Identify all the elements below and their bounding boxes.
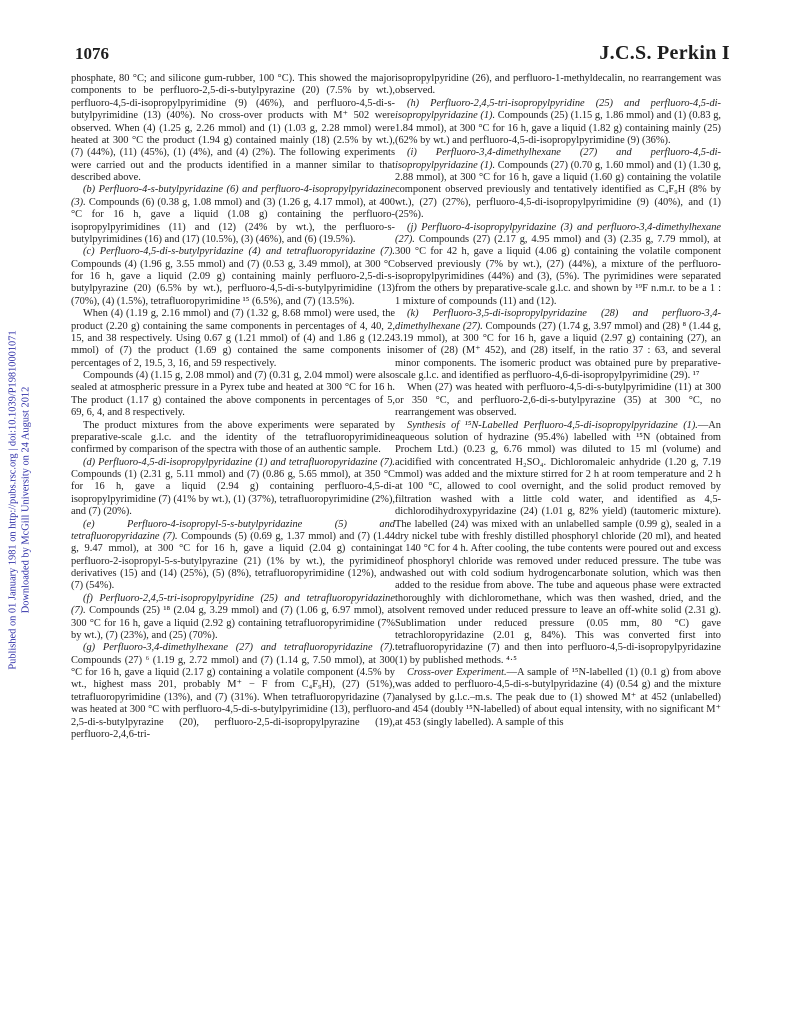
paragraph: phosphate, 80 °C; and silicone gum-rubber, 100 °C). This showed the major components to be perfluoro-2,5-di-s-butylpyrazine (20) (7.5% by wt.), perfluoro-4,5-di-isopropylpyrimidine (9) (46%), and perfluoro-4,5-di-s-butylpyrimidine (13) (40%). No cross-over products with M⁺ 502 were observed. When (4) (1.25 g, 2.26 mmol) and (1) (1.03 g, 2.28 mmol) were heated at 300 °C the product (1.94 g) contained mainly (18) (2.5% by wt.), (7) (44%), (11) (45%), (1) (4%), and (4) (2%). The following experiments were carried out and the products identified in a manner similar to that described above.: [71, 73, 395, 183]
experiment-b: [71, 184, 395, 246]
experiment-d-title: (d) Perfluoro-4,5-di-isopropylpyridazine (1) and tetrafluoropyridazine (7).: [83, 456, 395, 468]
experiment-g-body: Compounds (27) ⁶ (1.19 g, 2.72 mmol) and (7) (1.14 g, 7.50 mmol), at 300 °C for 16 h, gave a liquid (2.17 g) containing a volatile component (4.5% by wt., highest mass 201, probably M⁺ − F from C₄F₉H), (27) (51%), tetrafluoropyrimidine (13%), and (7) (31%). When tetrafluoropyridazine (7) was heated at 300 °C with perfluoro-4,5-di-s-butylpyrimidine (13), perfluoro-2,5-di-s-butylpyrazine (20), perfluoro-2,5-di-isopropylpyrazine (19), perfluoro-2,4,6-tri-: [71, 654, 395, 740]
experiment-j-body: Compounds (27) (2.17 g, 4.95 mmol) and (3) (2.35 g, 7.79 mmol), at 300 °C for 42 h, gave a liquid (4.06 g) containing the volatile component observed previously (7% by wt.), (27) (44%), a mixture of the perfluoro-isopropylpyrimidines (44%) and (3), (5%). The pyrimidines were separated from the others by preparative-scale g.l.c. and shown by ¹⁹F n.m.r. to be a 1 : 1 mixture of compounds (11) and (12).: [395, 233, 721, 307]
experiment-h-title: (h) Perfluoro-2,4,5-tri-isopropylpyridine (25) and perfluoro-4,5-di-isopropylpyridazine (1).: [395, 97, 721, 122]
experiment-d-body: Compounds (1) (2.31 g, 5.11 mmol) and (7) (0.86 g, 5.65 mmol), at 350 °C for 16 h, gave a liquid (2.94 g) containing perfluoro-4,5-di-isopropylpyrimidine (7) (41% by wt.), (1) (37%), tetrafluoropyrimidine (2%), and (7) (20%).: [71, 469, 395, 518]
experiment-e-title: (e) Perfluoro-4-isopropyl-5-s-butylpyridazine (5) and tetrafluoropyridazine (7).: [71, 518, 395, 542]
synthesis-section: [395, 420, 721, 668]
experiment-k-title: (k) Perfluoro-3,5-di-isopropylpyridazine (28) and perfluoro-3,4-dimethylhexane (27).: [395, 308, 721, 332]
left-column: [71, 73, 395, 741]
experiment-c: [71, 246, 395, 308]
experiment-i-body: Compounds (27) (0.70 g, 1.60 mmol) and (1) (1.30 g, 2.88 mmol), at 300 °C for 16 h, gave a liquid (1.60 g) containing the volatile component observed previously and tentatively identified as C₄F₉H (8% by wt.), (27) (27%), perfluoro-4,5-di-isopropylpyrimidine (9) (40%), and (1) (25%).: [395, 159, 721, 221]
paragraph: When (4) (1.19 g, 2.16 mmol) and (7) (1.32 g, 8.68 mmol) were used, the product (2.20 g) containing the same components in percentages of 4, 40, 2, 15, and 38 respectively. Using 0.67 g (1.21 mmol) of (4) and 1.86 g (12.24 mmol) of (7) the product (1.69 g) contained the same components in percentages of 2, 19.5, 3, 16, and 59 respectively.: [71, 308, 395, 369]
experiment-h-body: Compounds (25) (1.15 g, 1.86 mmol) and (1) (0.83 g, 1.84 mmol), at 300 °C for 16 h, gave a liquid (1.82 g) containing mainly (25) (62% by wt.) and perfluoro-4,5-di-isopropylpyrimidine (9) (36%).: [395, 110, 721, 146]
experiment-i: [395, 147, 721, 221]
paragraph: When (27) was heated with perfluoro-4,5-di-s-butylpyrimidine (11) at 300 or 350 °C, and perfluoro-2,6-di-s-butylpyrazine (35) at 300 °C, no rearrangement was observed.: [395, 382, 721, 419]
paragraph: The product mixtures from the above experiments were separated by preparative-scale g.l.c. and the identity of the tetrafluoropyrimidine confirmed by comparison of the spectra with those of an authentic sample.: [71, 419, 395, 456]
experiment-d: [71, 457, 395, 519]
experiment-i-title: (i) Perfluoro-3,4-dimethylhexane (27) and perfluoro-4,5-di-isopropylpyridazine (1).: [395, 147, 721, 171]
experiment-k: [395, 308, 721, 382]
cross-over-title: Cross-over Experiment.: [407, 667, 507, 678]
download-notice[interactable]: Published on 01 January 1981 on http://pubs.rsc.org | doi:10.1039/P19810001071: [7, 330, 19, 670]
experiment-f-title: (f) Perfluoro-2,4,5-tri-isopropylpyridine (25) and tetrafluoropyridazine (7).: [71, 592, 395, 617]
cross-over-section: [395, 667, 721, 729]
experiment-f-body: Compounds (25) ¹⁸ (2.04 g, 3.29 mmol) and (7) (1.06 g, 6.97 mmol), at 300 °C for 16 h, gave a liquid (2.92 g) containing tetrafluoropyrimidine (7% by wt.), (7) (23%), and (25) (70%).: [71, 605, 395, 641]
experiment-j: [395, 222, 721, 309]
paragraph: isopropylpyridine (26), and perfluoro-1-methyldecalin, no rearrangement was observed.: [395, 73, 721, 97]
page-number: 1076: [75, 44, 109, 63]
synthesis-body: —An aqueous solution of hydrazine (95.4%) labelled with ¹⁵N (obtained from Prochem Ltd.) (0.23 g, 6.76 mmol) was diluted to 15 ml (volume) and acidified with concentrated H₂SO₄. Dichloromaleic anhydride (1.20 g, 7.19 mmol) was added and the mixture stirred for 2 h at room temperature and 2 h at 100 °C, allowed to cool overnight, and the solid product removed by filtration washed with a little cold water, and identified as 4,5-dichlorodihydroxypyridazine (24) (1.01 g, 82% yield) (tautomeric mixture). The labelled (24) was mixed with an unlabelled sample (0.99 g), sealed in a dry nickel tube with freshly distilled phosphoryl chloride (20 ml), and heated at 140 °C for 4 h. After cooling, the tube contents were poured out and excess of phosphoryl chloride was removed under reduced pressure. The tube was washed out with cold sodium hydrogencarbonate solution, which was then added to the residue from above. The tube and aqueous phase were extracted thoroughly with dichloromethane, which was then washed, dried, and the solvent removed under reduced pressure to leave an off-white solid (2.31 g). Sublimation under reduced pressure (0.05 mm, 80 °C) gave tetrachloropyridazine (2.01 g, 84%). This was converted first into tetrafluoropyridazine (7) and then into perfluoro-4,5-di-isopropylpyridazine (1) by published methods. ⁴·⁵: [395, 419, 721, 666]
experiment-e-body: Compounds (5) (0.69 g, 1.37 mmol) and (7) (1.44 g, 9.47 mmol), at 300 °C for 16 h, gave a liquid (2.04 g) containing perfluoro-2-isopropyl-5-s-butylpyrazine (21) (1% by wt.), the pyrimidine derivatives (15) and (14) (25%), (5) (8%), tetrafluoropyrimidine (12%), and (7) (54%).: [71, 530, 395, 592]
experiment-b-body: Compounds (6) (0.38 g, 1.08 mmol) and (3) (1.26 g, 4.17 mmol), at 400 °C for 16 h, gave a liquid (1.08 g) containing the perfluoro-isopropylpyrimidines (11) and (12) (24% by wt.), the perfluoro-s-butylpyrimidines (16) and (17) (10.5%), (3) (46%), and (6) (19.5%).: [71, 196, 395, 245]
journal-title: J.C.S. Perkin I: [599, 42, 730, 64]
experiment-g: [71, 642, 395, 741]
experiment-h: [395, 98, 721, 148]
paragraph: Compounds (4) (1.15 g, 2.08 mmol) and (7) (0.31 g, 2.04 mmol) were also sealed at atmospheric pressure in a Pyrex tube and heated at 300 °C for 16 h. The product (1.17 g) contained the above components in percentages of 5, 69, 6, 4, and 8 respectively.: [71, 370, 395, 419]
cross-over-body: —A sample of ¹⁵N-labelled (1) (0.1 g) from above was added to perfluoro-4,5-di-s-butylpyridazine (4) (0.54 g) and the mixture analysed by g.l.c.–m.s. The peak due to (1) showed M⁺ at 452 (unlabelled) and 454 (doubly ¹⁵N-labelled) of about equal intensity, with no significant M⁺ at 453 (singly labelled). A sample of this: [395, 667, 721, 728]
experiment-b-title: (b) Perfluoro-4-s-butylpyridazine (6) and perfluoro-4-isopropylpyridazine (3).: [71, 184, 395, 208]
experiment-c-body: Compounds (4) (1.96 g, 3.55 mmol) and (7) (0.53 g, 3.49 mmol), at 300 °C for 16 h, gave a liquid (2.09 g) containing mainly perfluoro-2,5-di-s-butylpyrazine (20) (6.5% by wt.), perfluoro-4,5-di-s-butylpyrimidine (13) (70%), (4) (1.5%), tetrafluoropyrimidine ¹⁵ (6.5%), and (7) (13.5%).: [71, 258, 395, 307]
right-column: [395, 73, 721, 729]
publication-notice: Downloaded by McGill University on 24 August 2012: [20, 386, 32, 614]
experiment-j-title: (j) Perfluoro-4-isopropylpyridazine (3) and perfluoro-3,4-dimethylhexane (27).: [395, 221, 721, 245]
experiment-e: [71, 519, 395, 593]
synthesis-title: Synthesis of ¹⁵N-Labelled Perfluoro-4,5-di-isopropylpyridazine (1).: [407, 419, 698, 431]
experiment-c-title: (c) Perfluoro-4,5-di-s-butylpyridazine (4) and tetrafluoropyridazine (7).: [83, 246, 395, 258]
experiment-k-body: Compounds (27) (1.74 g, 3.97 mmol) and (28) ⁸ (1.44 g, 3.19 mmol), at 300 °C for 16 h, gave a liquid (2.97 g) containing (27), an isomer of (28) (M⁺ 452), and (28) itself, in the ratio 37 : 63, and several minor components. The isomeric product was obtained pure by preparative-scale g.l.c. and identified as perfluoro-4,6-di-isopropylpyrimidine (29). ¹⁷: [395, 320, 721, 381]
experiment-f: [71, 593, 395, 643]
experiment-g-title: (g) Perfluoro-3,4-dimethylhexane (27) and tetrafluoropyridazine (7).: [83, 642, 395, 654]
